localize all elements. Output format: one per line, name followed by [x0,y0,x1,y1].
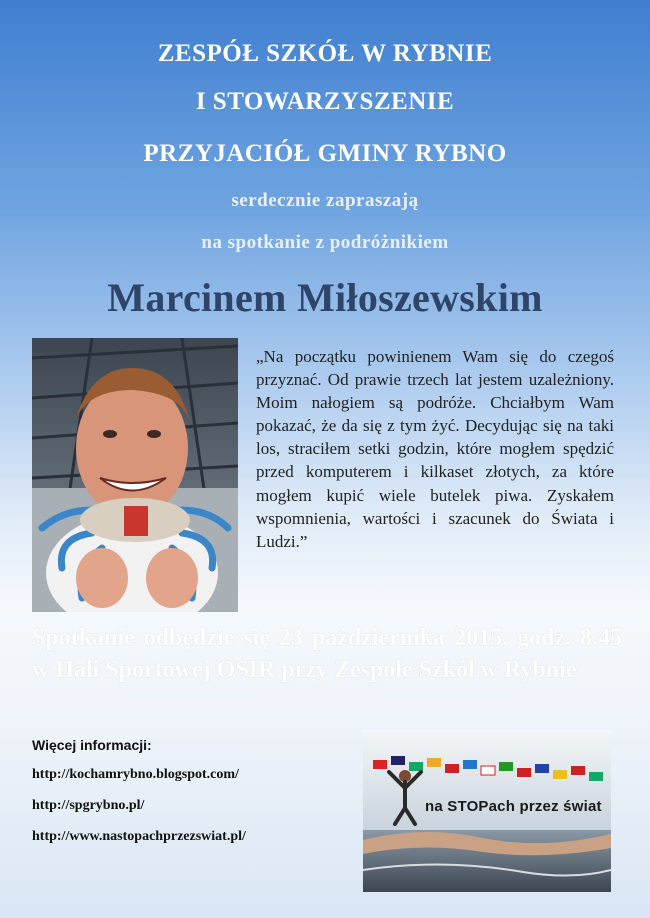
link-spgrybno[interactable]: http://spgrybno.pl/ [32,798,145,813]
link-nastopach[interactable]: http://www.nastopachprzezswiat.pl/ [32,829,246,844]
more-info-title: Więcej informacji: [32,737,152,753]
traveler-with-crab-image [32,338,238,612]
link-kochamrybno[interactable]: http://kochamrybno.blogspot.com/ [32,767,239,782]
header-line-2: I STOWARZYSZENIE [195,88,455,115]
promo-label: na STOPach przez świat [425,798,602,815]
promo-photo [363,730,611,892]
invitation-subline: na spotkanie z podróżnikiem [201,232,449,253]
header-line-1: ZESPÓŁ SZKÓŁ W RYBNIE [157,40,493,67]
traveler-photo [32,338,238,612]
invitation-line: serdecznie zapraszają [231,190,419,211]
guest-name: Marcinem Miłoszewskim [107,275,543,320]
meeting-details: Spotkanie odbędzie się 23 października 2015, godz. 8.45 w Hali Sportowej OSIR przy Zespole Szkół w Rybnie [32,625,622,683]
traveler-quote: „Na początku powinienem Wam się do czegoś przyznać. Od prawie trzech lat jestem uzależniony. Moim nałogiem są podróże. Chciałbym Wam pokazać, że da się z tym żyć. Decydując się na taki los, straciłem setki godzin, które mogłem spędzić przed komputerem i kilkaset złotych, za które mogłem kupić wiele butelek piwa. Zyskałem wspomnienia, wartości i szacunek do Świata i Ludzi.” [256,347,614,551]
header-line-3: PRZYJACIÓŁ GMINY RYBNO [143,140,507,167]
